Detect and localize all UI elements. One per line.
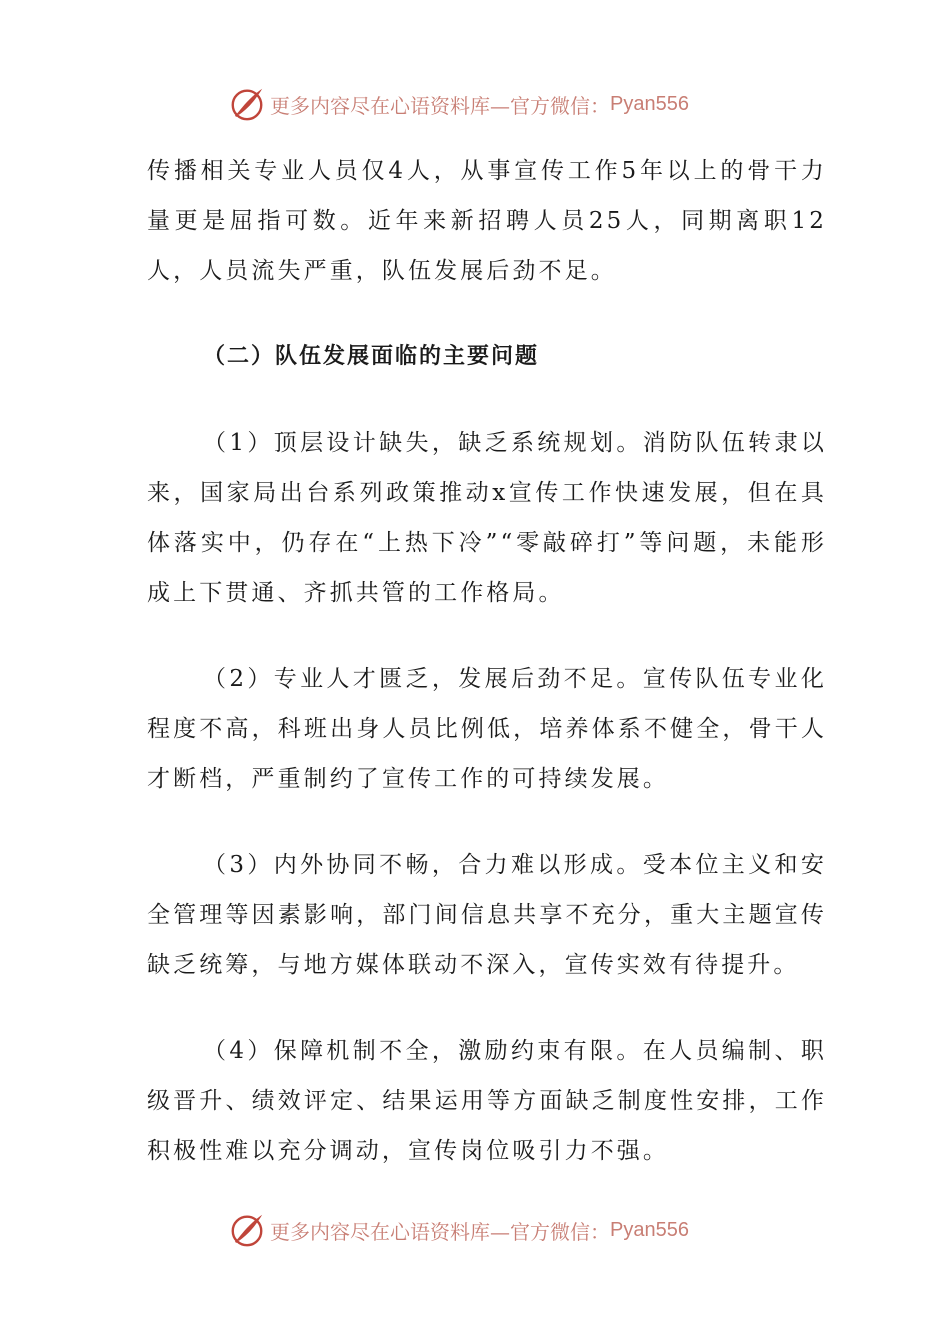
quill-pen-circle-icon [228, 1211, 266, 1249]
problem-paragraph-2: （2）专业人才匮乏，发展后劲不足。宣传队伍专业化程度不高，科班出身人员比例低，培养体系不健全，骨干人才断档，严重制约了宣传工作的可持续发展。 [147, 666, 827, 792]
watermark-text: 更多内容尽在心语资料库—官方微信： [270, 1219, 610, 1244]
watermark-wechat-id: Pyan556 [610, 92, 689, 115]
watermark-wechat-id: Pyan556 [610, 1218, 689, 1241]
quill-pen-circle-icon [228, 85, 266, 123]
section-heading: （二）队伍发展面临的主要问题 [203, 344, 540, 369]
intro-paragraph: 传播相关专业人员仅4人，从事宣传工作5年以上的骨干力量更是屈指可数。近年来新招聘人员25人，同期离职12人，人员流失严重，队伍发展后劲不足。 [147, 158, 827, 284]
document-body [147, 146, 827, 1176]
watermark-text: 更多内容尽在心语资料库—官方微信： [270, 93, 610, 118]
watermark-footer [228, 1210, 689, 1250]
problem-paragraph-1: （1）顶层设计缺失，缺乏系统规划。消防队伍转隶以来，国家局出台系列政策推动x宣传工作快速发展，但在具体落实中，仍存在“上热下冷”“零敲碎打”等问题，未能形成上下贯通、齐抓共管的工作格局。 [147, 430, 827, 606]
watermark-header [228, 84, 689, 124]
problem-paragraph-4: （4）保障机制不全，激励约束有限。在人员编制、职级晋升、绩效评定、结果运用等方面缺乏制度性安排，工作积极性难以充分调动，宣传岗位吸引力不强。 [147, 1038, 827, 1164]
problem-paragraph-3: （3）内外协同不畅，合力难以形成。受本位主义和安全管理等因素影响，部门间信息共享不充分，重大主题宣传缺乏统筹，与地方媒体联动不深入，宣传实效有待提升。 [147, 852, 827, 978]
